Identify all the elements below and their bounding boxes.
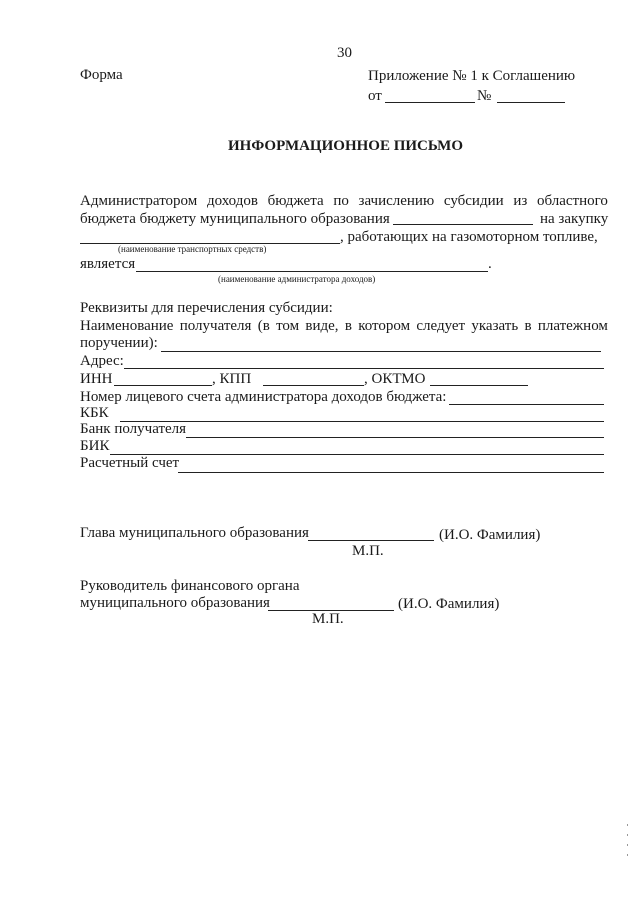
- bank-field-line: [186, 437, 604, 438]
- intro-line-3-end: , работающих на газомоторном топливе,: [340, 229, 598, 245]
- recipient-line-1-word: получателя: [179, 318, 252, 334]
- recipient-cont: поручении):: [80, 335, 158, 351]
- page-number: 30: [337, 45, 352, 61]
- scan-speck: [627, 844, 628, 846]
- intro-line-1-word: Администратором: [80, 193, 198, 209]
- intro-line-4-end: .: [488, 256, 492, 272]
- recipient-line-1-word: виде,: [305, 318, 339, 334]
- recipient-line-1-word: Наименование: [80, 318, 174, 334]
- recipient-line-1-word: платежном: [537, 318, 608, 334]
- finance-stamp: М.П.: [312, 611, 344, 627]
- scan-speck: [627, 854, 628, 856]
- intro-line-1-word: зачислению: [358, 193, 435, 209]
- inn-label: ИНН: [80, 371, 113, 387]
- municipality-field-line: [393, 224, 533, 225]
- admin-caption: (наименование администратора доходов): [218, 274, 376, 284]
- intro-line-1-word: из: [513, 193, 528, 209]
- account-admin-label: Номер лицевого счета администратора доходов бюджета:: [80, 389, 447, 405]
- kbk-field-line: [120, 421, 604, 422]
- recipient-line-1-word: том: [276, 318, 300, 334]
- finance-line-2: муниципального образования: [80, 595, 270, 611]
- intro-line-4-start: является: [80, 256, 136, 272]
- finance-name: (И.О. Фамилия): [398, 596, 500, 612]
- date-field-line: [385, 102, 475, 103]
- settlement-field-line: [178, 472, 604, 473]
- intro-line-1: [80, 193, 608, 210]
- intro-line-2-end: на закупку: [540, 211, 609, 227]
- recipient-line-1-word: в: [524, 318, 532, 334]
- appendix-label: Приложение № 1 к Соглашению: [368, 68, 576, 84]
- recipient-line-1-word: в: [344, 318, 352, 334]
- bik-label: БИК: [80, 438, 110, 454]
- intro-line-1-word: бюджета: [267, 193, 324, 209]
- oktmo-label: , ОКТМО: [364, 371, 426, 387]
- vehicles-caption: (наименование транспортных средств): [118, 244, 267, 254]
- address-field-line: [124, 368, 604, 369]
- bik-field-line: [110, 454, 604, 455]
- kbk-label: КБК: [80, 405, 109, 421]
- document-title: ИНФОРМАЦИОННОЕ ПИСЬМО: [228, 138, 464, 154]
- finance-line-1: Руководитель финансового органа: [80, 578, 300, 594]
- head-stamp: М.П.: [352, 543, 384, 559]
- settlement-label: Расчетный счет: [80, 455, 180, 471]
- recipient-line-1: [80, 318, 608, 335]
- oktmo-field-line: [430, 385, 528, 386]
- form-label: Форма: [80, 67, 123, 83]
- from-label: от: [368, 88, 382, 104]
- recipient-line-1-word: котором: [358, 318, 411, 334]
- intro-line-1-word: по: [333, 193, 349, 209]
- inn-field-line: [114, 385, 212, 386]
- kpp-label: , КПП: [212, 371, 252, 387]
- recipient-line-1-word: (в: [257, 318, 270, 334]
- intro-line-2-start: бюджета бюджету муниципального образования: [80, 211, 390, 227]
- requisites-heading: Реквизиты для перечисления субсидии:: [80, 300, 333, 316]
- intro-line-1-word: субсидии: [443, 193, 504, 209]
- number-field-line: [497, 102, 565, 103]
- head-label: Глава муниципального образования: [80, 525, 309, 541]
- head-signature-line: [308, 540, 434, 541]
- intro-line-1-word: областного: [537, 193, 608, 209]
- number-sign: №: [477, 88, 492, 104]
- kpp-field-line: [263, 385, 364, 386]
- head-name: (И.О. Фамилия): [439, 527, 541, 543]
- account-admin-field-line: [449, 404, 604, 405]
- intro-line-1-word: доходов: [206, 193, 258, 209]
- scan-speck: [627, 834, 628, 836]
- address-label: Адрес:: [80, 353, 124, 369]
- recipient-line-1-word: указать: [471, 318, 519, 334]
- recipient-line-1-word: следует: [416, 318, 466, 334]
- recipient-field-line: [161, 351, 601, 352]
- admin-field-line: [136, 271, 488, 272]
- bank-label: Банк получателя: [80, 421, 187, 437]
- scan-speck: [627, 824, 628, 826]
